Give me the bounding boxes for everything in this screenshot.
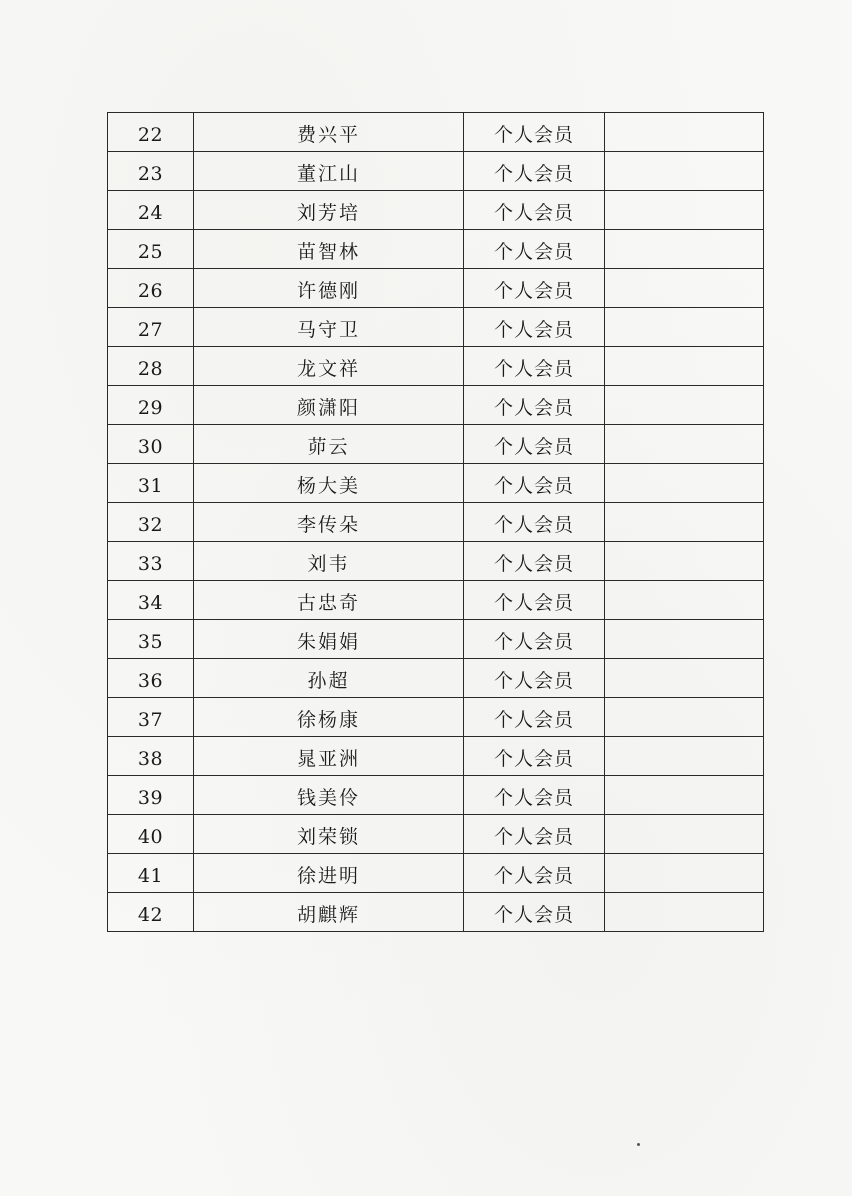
member-type: 个人会员	[464, 425, 605, 464]
member-type: 个人会员	[464, 464, 605, 503]
remarks-cell	[605, 893, 764, 932]
member-name: 徐进明	[194, 854, 464, 893]
table-row	[108, 620, 764, 659]
member-name: 孙超	[194, 659, 464, 698]
table-row	[108, 425, 764, 464]
member-name: 颜潇阳	[194, 386, 464, 425]
member-name: 徐杨康	[194, 698, 464, 737]
table-row	[108, 113, 764, 152]
member-type: 个人会员	[464, 776, 605, 815]
row-number: 42	[108, 893, 194, 932]
member-name: 钱美伶	[194, 776, 464, 815]
table-row	[108, 893, 764, 932]
remarks-cell	[605, 776, 764, 815]
remarks-cell	[605, 152, 764, 191]
row-number: 22	[108, 113, 194, 152]
remarks-cell	[605, 113, 764, 152]
member-name: 费兴平	[194, 113, 464, 152]
remarks-cell	[605, 269, 764, 308]
row-number: 38	[108, 737, 194, 776]
row-number: 40	[108, 815, 194, 854]
member-type: 个人会员	[464, 581, 605, 620]
remarks-cell	[605, 542, 764, 581]
member-name: 苗智林	[194, 230, 464, 269]
member-type: 个人会员	[464, 347, 605, 386]
table-row	[108, 542, 764, 581]
remarks-cell	[605, 464, 764, 503]
row-number: 24	[108, 191, 194, 230]
table-row	[108, 503, 764, 542]
member-type: 个人会员	[464, 737, 605, 776]
member-name: 龙文祥	[194, 347, 464, 386]
table-row	[108, 737, 764, 776]
member-name: 朱娟娟	[194, 620, 464, 659]
row-number: 32	[108, 503, 194, 542]
remarks-cell	[605, 737, 764, 776]
remarks-cell	[605, 308, 764, 347]
member-type: 个人会员	[464, 815, 605, 854]
row-number: 29	[108, 386, 194, 425]
remarks-cell	[605, 698, 764, 737]
remarks-cell	[605, 581, 764, 620]
remarks-cell	[605, 620, 764, 659]
member-type: 个人会员	[464, 152, 605, 191]
table-row	[108, 152, 764, 191]
remarks-cell	[605, 230, 764, 269]
row-number: 39	[108, 776, 194, 815]
remarks-cell	[605, 191, 764, 230]
row-number: 36	[108, 659, 194, 698]
table-row	[108, 269, 764, 308]
member-name: 刘芳培	[194, 191, 464, 230]
remarks-cell	[605, 659, 764, 698]
member-type: 个人会员	[464, 659, 605, 698]
table-row	[108, 464, 764, 503]
remarks-cell	[605, 815, 764, 854]
member-type: 个人会员	[464, 503, 605, 542]
row-number: 33	[108, 542, 194, 581]
member-type: 个人会员	[464, 698, 605, 737]
row-number: 35	[108, 620, 194, 659]
row-number: 37	[108, 698, 194, 737]
row-number: 30	[108, 425, 194, 464]
row-number: 41	[108, 854, 194, 893]
row-number: 31	[108, 464, 194, 503]
member-type: 个人会员	[464, 269, 605, 308]
scan-speck	[637, 1143, 640, 1146]
member-name: 晁亚洲	[194, 737, 464, 776]
table-row	[108, 230, 764, 269]
table-row	[108, 386, 764, 425]
remarks-cell	[605, 854, 764, 893]
table-row	[108, 581, 764, 620]
member-name: 许德刚	[194, 269, 464, 308]
member-type: 个人会员	[464, 230, 605, 269]
row-number: 25	[108, 230, 194, 269]
member-name: 董江山	[194, 152, 464, 191]
member-name: 马守卫	[194, 308, 464, 347]
member-type: 个人会员	[464, 113, 605, 152]
remarks-cell	[605, 347, 764, 386]
remarks-cell	[605, 386, 764, 425]
table-row	[108, 659, 764, 698]
member-name: 胡麒辉	[194, 893, 464, 932]
table-row	[108, 854, 764, 893]
table-row	[108, 776, 764, 815]
row-number: 28	[108, 347, 194, 386]
member-name: 刘韦	[194, 542, 464, 581]
member-type: 个人会员	[464, 308, 605, 347]
table-row	[108, 191, 764, 230]
row-number: 26	[108, 269, 194, 308]
member-table-body	[108, 113, 764, 932]
member-name: 古忠奇	[194, 581, 464, 620]
member-type: 个人会员	[464, 386, 605, 425]
member-name: 李传朵	[194, 503, 464, 542]
member-name: 茆云	[194, 425, 464, 464]
member-name: 杨大美	[194, 464, 464, 503]
member-type: 个人会员	[464, 854, 605, 893]
row-number: 27	[108, 308, 194, 347]
remarks-cell	[605, 503, 764, 542]
member-table	[107, 112, 764, 932]
row-number: 34	[108, 581, 194, 620]
table-row	[108, 815, 764, 854]
row-number: 23	[108, 152, 194, 191]
remarks-cell	[605, 425, 764, 464]
member-type: 个人会员	[464, 191, 605, 230]
member-type: 个人会员	[464, 620, 605, 659]
member-type: 个人会员	[464, 542, 605, 581]
member-type: 个人会员	[464, 893, 605, 932]
table-row	[108, 308, 764, 347]
table-row	[108, 698, 764, 737]
member-name: 刘荣锁	[194, 815, 464, 854]
table-row	[108, 347, 764, 386]
